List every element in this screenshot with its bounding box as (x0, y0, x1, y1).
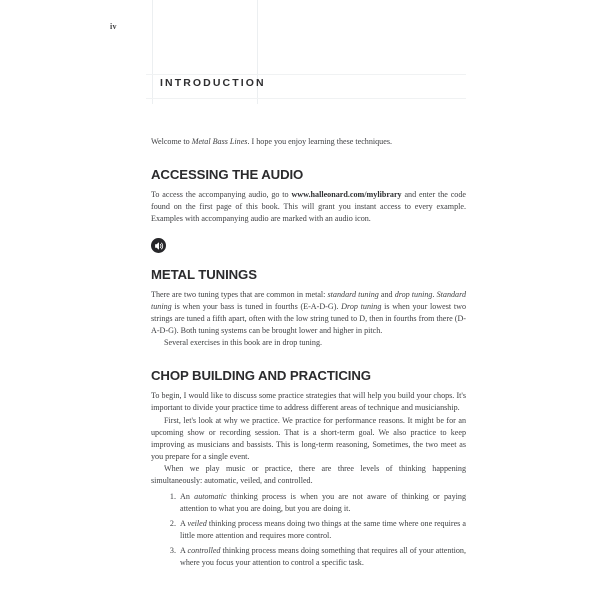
chop-paragraph-1: To begin, I would like to discuss some practice strategies that will help you build your chops. It's important to divide your practice time to address different areas of technique and musicianship. (151, 391, 466, 413)
term-veiled: veiled (187, 519, 207, 529)
list-item-pre: An (180, 491, 195, 501)
metal-tunings-paragraph-2: Several exercises in this book are in drop tuning. (164, 338, 323, 348)
audio-body-pre: To access the accompanying audio, go to (151, 190, 292, 200)
mt-text-e: is when your lowest two strings are tuned a fifth apart, often with the low string tuned to D, then in fourths from there (D-A-D-G). Both tuning systems can be brought lower and higher in pitch. (151, 302, 467, 336)
list-item (178, 518, 466, 542)
accessing-audio-paragraph (151, 189, 466, 225)
list-item-pre: A (180, 519, 188, 529)
list-item (178, 491, 466, 515)
list-item-post: thinking process means doing something that requires all of your attention, where you focus your attention to control a specific task. (180, 546, 466, 568)
welcome-post: . I hope you enjoy learning these techniques. (247, 137, 392, 146)
audio-icon (151, 238, 166, 253)
term-automatic: automatic (194, 491, 227, 501)
chapter-header-block (152, 0, 266, 104)
metal-tunings-paragraph-1 (151, 289, 466, 337)
heading-accessing-the-audio: ACCESSING THE AUDIO (151, 167, 304, 183)
chapter-rule-bottom (146, 98, 466, 99)
book-title: Metal Bass Lines (191, 137, 248, 146)
term-drop-tuning: drop tuning (394, 290, 433, 300)
list-item-pre: A (180, 546, 188, 556)
page-number: iv (110, 22, 117, 31)
text-column (151, 136, 466, 573)
audio-body-post: and enter the code found on the first page of this book. This will grant you instant access to every example. Examples with accompanying audio are marked with an audio icon. (151, 190, 466, 224)
library-url[interactable]: www.halleonard.com/mylibrary (291, 190, 402, 200)
list-item-post: thinking process means doing two things at the same time where one requires a little more attention and requires more control. (180, 519, 466, 541)
mt-text-d: is when your bass is tuned in fourths (E-A-D-G). (171, 302, 342, 312)
heading-metal-tunings: METAL TUNINGS (151, 267, 257, 283)
term-drop-tuning-2: Drop tuning (341, 302, 382, 312)
list-item (178, 545, 466, 569)
chop-paragraph-3: When we play music or practice, there are three levels of thinking happening simultaneously: automatic, veiled, and controlled. (151, 463, 466, 485)
term-standard-tuning: standard tuning (327, 290, 379, 300)
mt-text-c: . (432, 290, 437, 300)
term-controlled: controlled (187, 546, 221, 556)
chapter-rule-left (152, 0, 153, 104)
heading-chop-building-and-practicing: CHOP BUILDING AND PRACTICING (151, 368, 371, 384)
mt-text-a: There are two tuning types that are common in metal: (151, 290, 328, 300)
chapter-rule-top (146, 74, 466, 75)
welcome-pre: Welcome to (151, 137, 192, 146)
mt-text-b: and (378, 290, 395, 300)
list-item-post: thinking process is when you are not aware of thinking or paying attention to what you are doing, but you are doing it. (180, 491, 466, 513)
term-standard-tuning-2: Standard tuning (151, 290, 466, 312)
chapter-title: INTRODUCTION (160, 77, 266, 89)
chop-paragraph-2: First, let's look at why we practice. We practice for performance reasons. It might be for an upcoming show or recording session. That is a short-term goal. We also practice to keep improving as musicians and bassists. This is long-term reasoning, Sometimes, the two meet as you prepare for a single event. (151, 415, 466, 461)
welcome-paragraph (151, 136, 466, 148)
thinking-levels-list (151, 491, 466, 570)
